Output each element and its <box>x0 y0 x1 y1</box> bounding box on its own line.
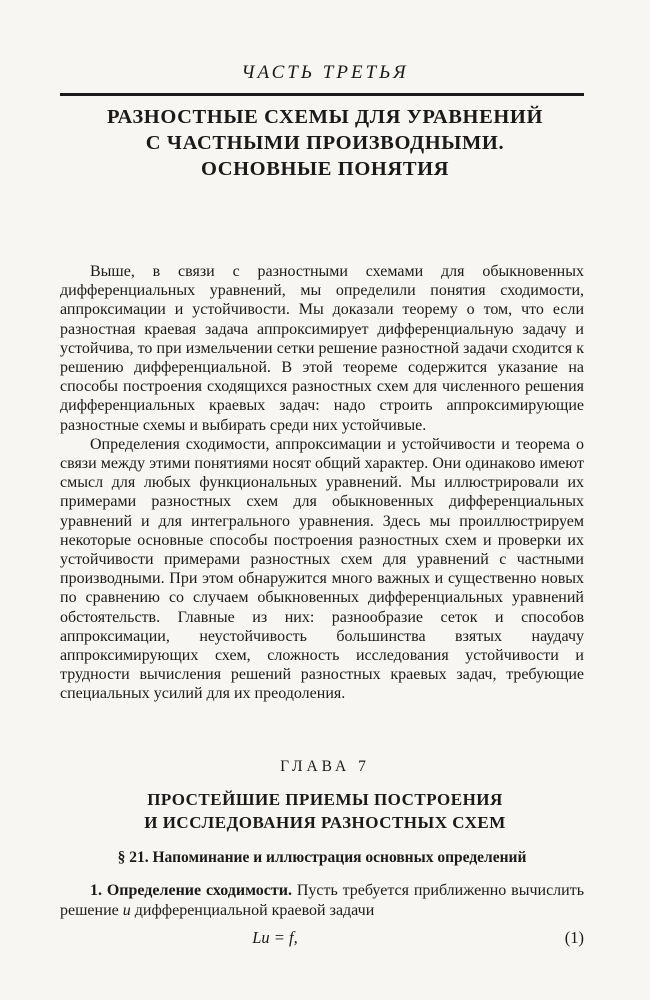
equation-formula: Lu = f, <box>252 928 298 947</box>
chapter-title-line: И ИССЛЕДОВАНИЯ РАЗНОСТНЫХ СХЕМ <box>144 813 506 832</box>
chapter-title-line: ПРОСТЕЙШИЕ ПРИЕМЫ ПОСТРОЕНИЯ <box>147 790 503 809</box>
subsection-text: дифференциальной краевой задачи <box>130 901 375 919</box>
part-label: ЧАСТЬ ТРЕТЬЯ <box>241 62 409 83</box>
chapter-label: ГЛАВА 7 <box>280 758 370 775</box>
part-title-line: ОСНОВНЫЕ ПОНЯТИЯ <box>200 158 450 180</box>
subsection-text: Пусть требуется приближенно вычислить решение <box>60 882 585 919</box>
intro-paragraph: Определения сходимости, аппроксимации и устойчивости и теорема о связи между этими понятиями носят общий характер. Они одинаково имеют смысл для любых функциональных уравнений. Мы иллюстрировали их примерами разностных схем для обыкновенных дифференциальных уравнений и для интегрального уравнения. Здесь мы проиллюстрируем некоторые основные способы построения разностных схем и проверки их устойчивости примерами разностных схем для уравнений с частными производными. При этом обнаружится много важных и существенно новых по сравнению со случаем обыкновенных дифференциальных уравнений обстоятельств. Главные из них: разнообразие сеток и способов аппроксимации, неустойчивость большинства взятых наудачу аппроксимирующих схем, сложность исследования устойчивости и трудности вычисления решений разностных краевых задач, требующие специальных усилий для их преодоления. <box>60 435 584 703</box>
part-title-line: РАЗНОСТНЫЕ СХЕМЫ ДЛЯ УРАВНЕНИЙ <box>106 106 544 128</box>
section-title: § 21. Напоминание и иллюстрация основных определений <box>117 849 527 866</box>
equation-number: (1) <box>564 928 584 947</box>
equation-row <box>60 928 584 950</box>
part-title-line: С ЧАСТНЫМИ ПРОИЗВОДНЫМИ. <box>145 132 505 154</box>
part-title <box>60 104 590 182</box>
intro-text <box>60 262 584 704</box>
subsection-heading: 1. Определение сходимости. <box>90 882 292 899</box>
subsection-paragraph <box>60 881 584 920</box>
header-rule <box>60 93 584 96</box>
chapter-title <box>60 788 590 834</box>
intro-paragraph: Выше, в связи с разностными схемами для обыкновенных дифференциальных уравнений, мы определили понятия сходимости, аппроксимации и устойчивости. Мы доказали теорему о том, что если разностная краевая задача аппроксимирует дифференциальную задачу и устойчива, то при измельчении сетки решение разностной задачи сходится к решению дифференциальной. В этой теореме содержится указание на способы построения сходящихся разностных схем для численного решения дифференциальных краевых задач: надо строить аппроксимирующие разностные схемы и выбирать среди них устойчивые. <box>60 263 584 434</box>
math-variable: u <box>122 901 131 919</box>
